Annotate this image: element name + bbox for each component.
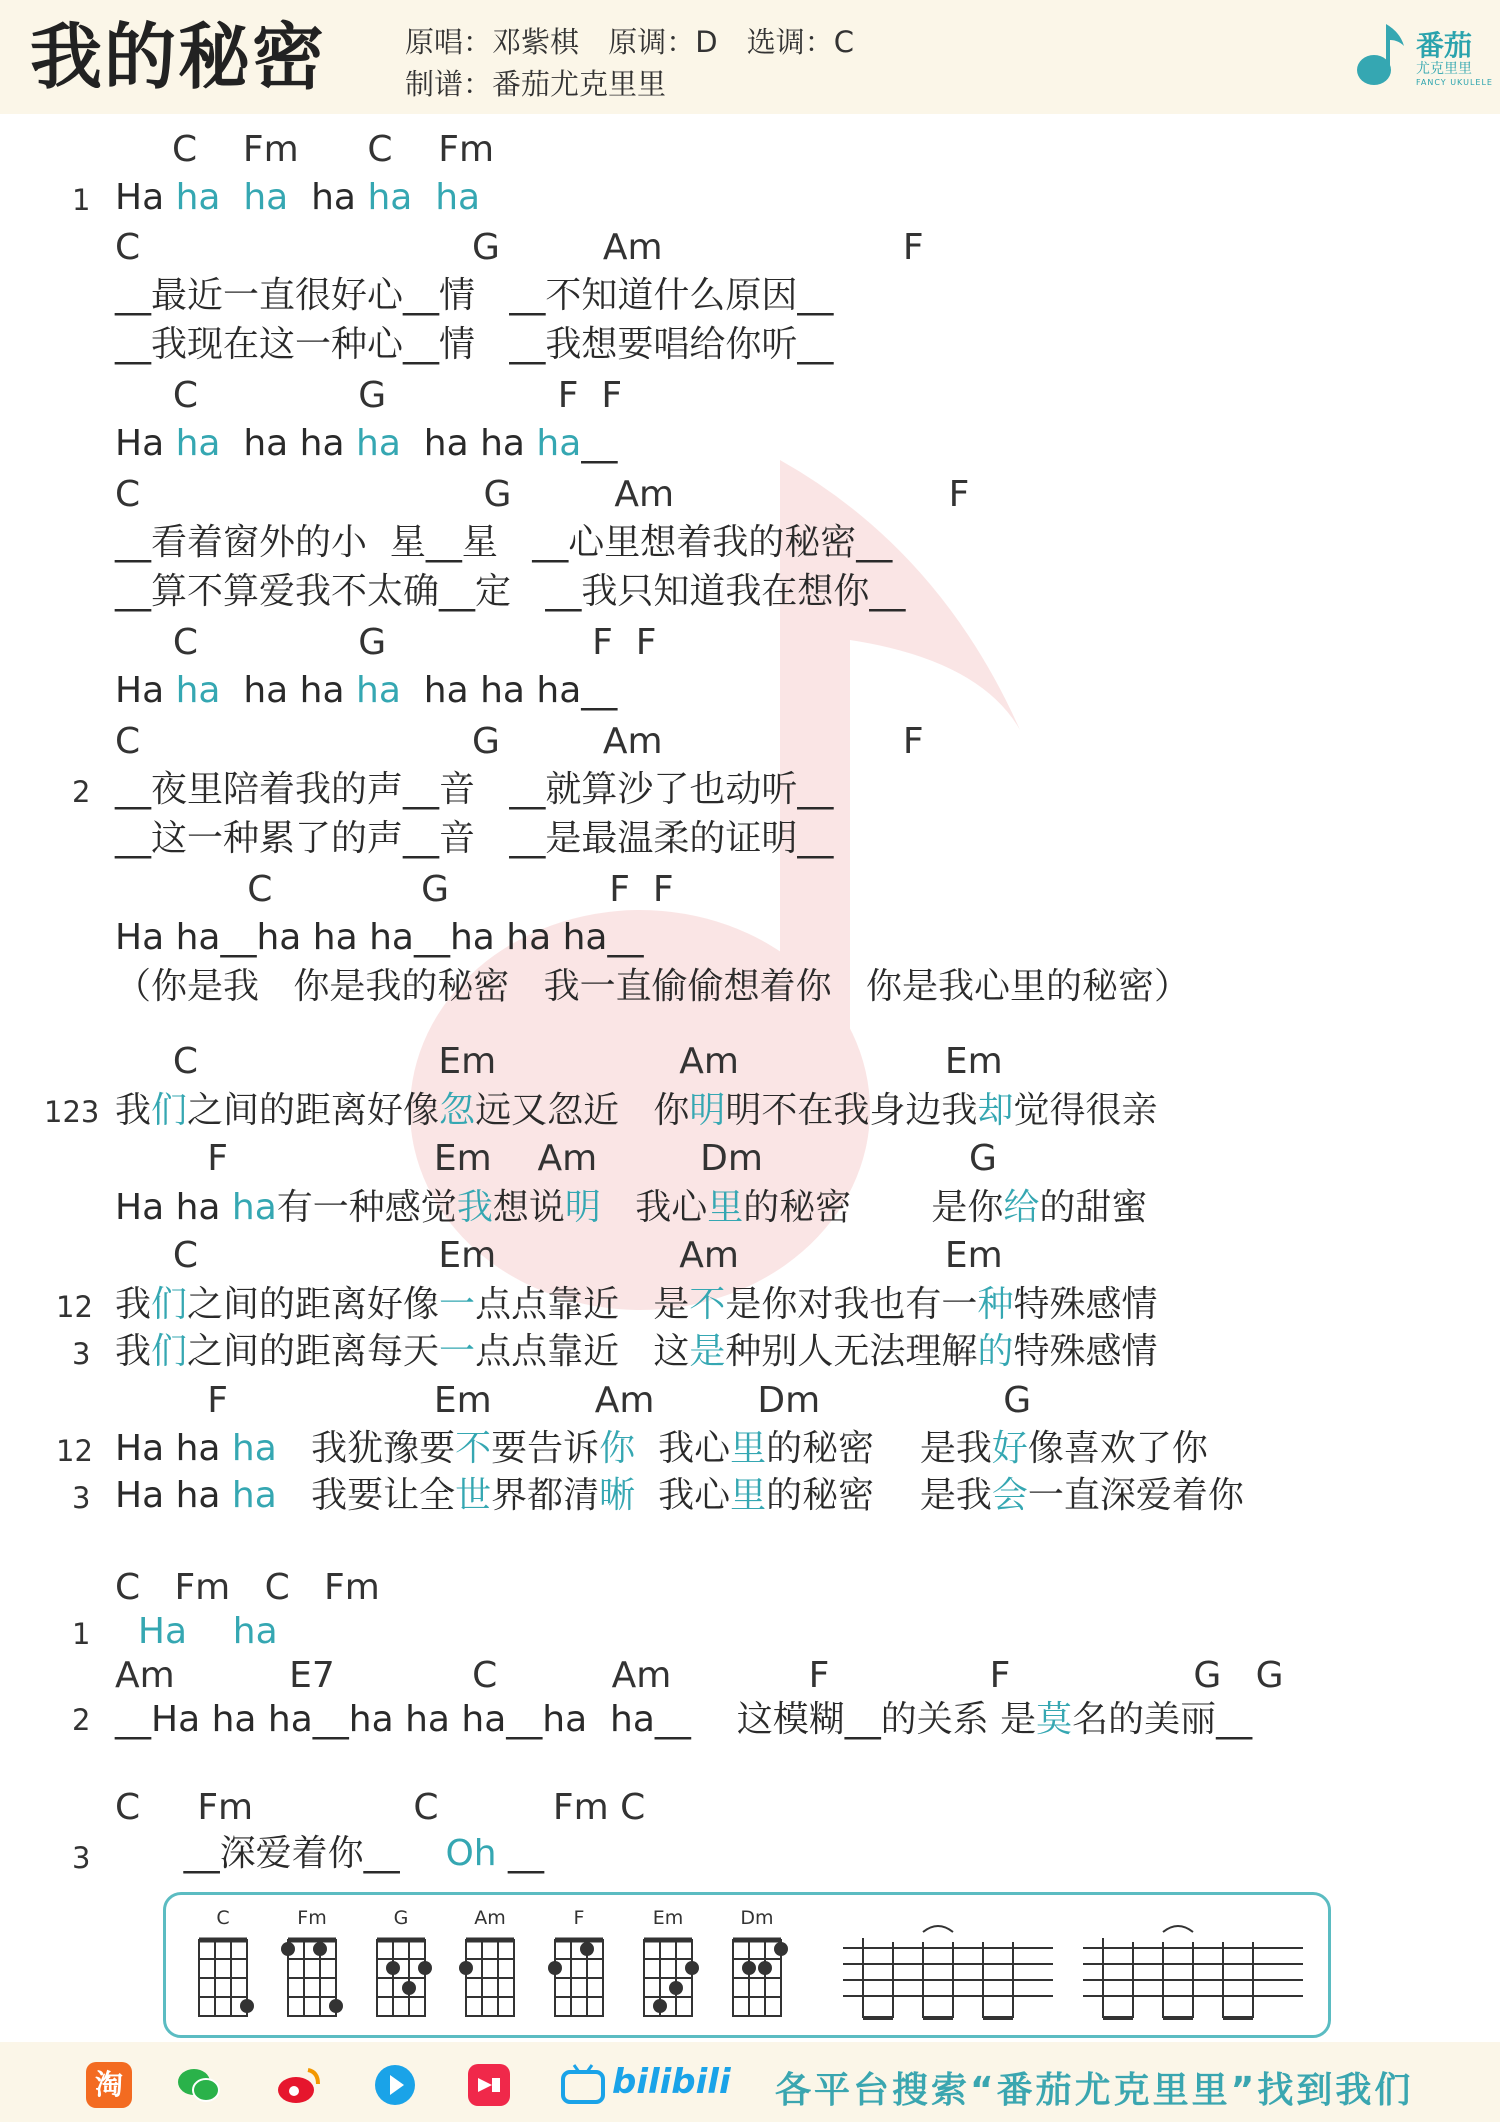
logo-en: FANCY UKULELE <box>1416 78 1493 87</box>
lyric-line: __最近一直很好心__情 __不知道什么原因__ <box>115 275 834 316</box>
chord-line: C G F F <box>150 375 623 416</box>
song-meta-line1 <box>405 20 874 61</box>
lyric-line: 我们之间的距离每天一点点靠近 这是种别人无法理解的特殊感情 <box>115 1331 1158 1372</box>
verse-number: 1 <box>72 1617 91 1651</box>
original-key: 原调：D <box>608 25 718 59</box>
verse-number: 2 <box>72 775 91 809</box>
lyric-line: Ha ha ha ha ha ha ha ha__ <box>115 670 618 711</box>
verse-number: 2 <box>72 1703 91 1737</box>
arranger: 制谱：番茄尤克里里 <box>405 67 667 101</box>
chord-line: C Fm C Fm <box>172 129 495 170</box>
chord-name: Am <box>474 1907 506 1929</box>
lyric-line: 我们之间的距离好像一点点靠近 是不是你对我也有一种特殊感情 <box>115 1284 1158 1325</box>
video-play-icon[interactable] <box>372 2062 418 2108</box>
verse-number: 3 <box>72 1481 91 1515</box>
chord-name: C <box>216 1907 230 1929</box>
chord-line: C G Am F <box>115 721 924 762</box>
lyric-line: Ha ha ha 我要让全世界都清晰 我心里的秘密 是我会一直深爱着你 <box>115 1475 1244 1516</box>
lyric-line: __Ha ha ha__ha ha ha__ha ha__ 这模糊__的关系 是莫名的美丽__ <box>115 1699 1253 1740</box>
chord-name: Fm <box>297 1907 327 1929</box>
chord-name: G <box>393 1907 409 1929</box>
chord-line: C Fm C Fm <box>115 1567 380 1608</box>
strum-pattern-1 <box>843 1926 1053 2018</box>
bilibili-tv-icon[interactable] <box>560 2062 606 2108</box>
original-singer: 原唱：邓紫棋 <box>405 25 580 59</box>
lyric-line: __看着窗外的小 星__星 __心里想着我的秘密__ <box>115 522 893 563</box>
chord-line: C G Am F <box>115 474 970 515</box>
chord-line: C G Am F <box>115 227 924 268</box>
lyric-line: Ha ha ha ha ha ha <box>115 177 481 218</box>
chord-line: F Em Am Dm G <box>150 1380 1032 1421</box>
chosen-key: 选调：C <box>746 25 855 59</box>
chord-diagrams <box>163 1892 1331 2038</box>
chord-name: Dm <box>740 1907 774 1929</box>
chord-name: Em <box>652 1907 684 1929</box>
lyric-line: （你是我 你是我的秘密 我一直偷偷想着你 你是我心里的秘密） <box>115 966 1190 1007</box>
lyric-line: __我现在这一种心__情 __我想要唱给你听__ <box>115 324 834 365</box>
chord-line: F Em Am Dm G <box>150 1138 997 1179</box>
chord-line: Am E7 C Am F F G G <box>115 1655 1284 1696</box>
verse-number: 12 <box>56 1434 93 1468</box>
bilibili-logo[interactable]: bilibili <box>612 2062 731 2102</box>
logo-sub: 尤克里里 <box>1416 61 1472 77</box>
song-title: 我的秘密 <box>30 15 327 99</box>
weibo-icon[interactable] <box>276 2062 322 2108</box>
chord-line: C Em Am Em <box>150 1041 1003 1082</box>
chord-line: C Em Am Em <box>150 1235 1003 1276</box>
verse-number: 3 <box>72 1337 91 1371</box>
lyric-line: Ha ha__ha ha ha__ha ha ha__ <box>115 917 644 958</box>
verse-number: 123 <box>44 1095 100 1129</box>
lyric-line: Ha ha ha有一种感觉我想说明 我心里的秘密 是你给的甜蜜 <box>115 1187 1148 1228</box>
verse-number: 1 <box>72 183 91 217</box>
chord-line: C Fm C Fm C <box>115 1787 646 1828</box>
song-meta-line2 <box>405 62 686 103</box>
lyric-line: __深爱着你__ Oh __ <box>115 1833 545 1874</box>
logo-name: 番茄 <box>1416 29 1473 62</box>
lyric-line: __这一种累了的声__音 __是最温柔的证明__ <box>115 818 834 859</box>
lyric-line: 我们之间的距离好像忽远又忽近 你明明不在我身边我却觉得很亲 <box>115 1090 1158 1131</box>
footer-search-text: 各平台搜索“番茄尤克里里”找到我们 <box>775 2070 1414 2111</box>
lyric-line: __算不算爱我不太确__定 __我只知道我在想你__ <box>115 571 906 612</box>
lyric-line: __夜里陪着我的声__音 __就算沙了也动听__ <box>115 769 834 810</box>
lyric-line: Ha ha <box>115 1611 278 1652</box>
kuaishou-icon[interactable] <box>466 2062 512 2108</box>
chord-line: C G F F <box>150 622 657 663</box>
taobao-icon[interactable]: 淘 <box>86 2062 132 2108</box>
chord-name: F <box>573 1907 585 1929</box>
lyric-line: Ha ha ha 我犹豫要不要告诉你 我心里的秘密 是我好像喜欢了你 <box>115 1428 1208 1469</box>
lyric-line: Ha ha ha ha ha ha ha ha__ <box>115 423 618 464</box>
verse-number: 12 <box>56 1290 93 1324</box>
verse-number: 3 <box>72 1841 91 1875</box>
chord-line: C G F F <box>190 869 674 910</box>
strum-pattern-2 <box>1083 1926 1303 2018</box>
wechat-icon[interactable] <box>176 2062 222 2108</box>
